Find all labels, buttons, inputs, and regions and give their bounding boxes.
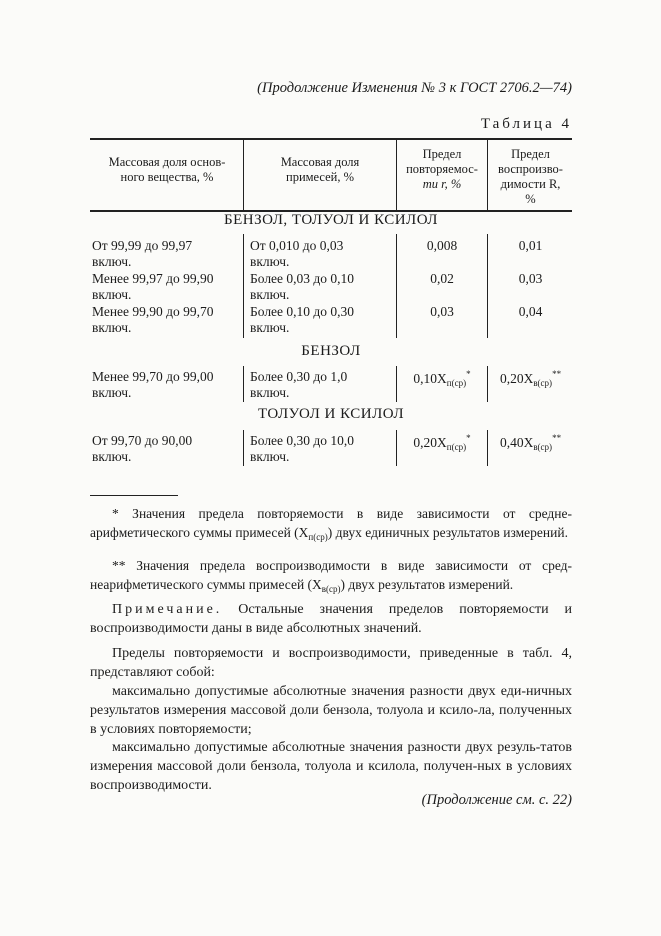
table-row: От 99,99 до 99,97 включ.	[92, 238, 193, 269]
body-paragraph: Пределы повторяемости и воспроизводимости, приведенные в табл. 4, представляют собой:	[90, 646, 572, 680]
table-cell: Более 0,30 до 10,0 включ.	[250, 433, 355, 464]
column-header-repeatability: Предел повторяемос- ти r, %	[406, 147, 478, 191]
body-divider	[396, 234, 397, 338]
table-cell: 0,01	[518, 238, 543, 253]
body-divider	[396, 430, 397, 466]
table-cell: 0,008	[426, 238, 458, 253]
table-cell: $0,20X_{п(ср)}^*$	[413, 433, 471, 452]
table-top-rule	[90, 138, 572, 140]
header-divider-2	[396, 139, 397, 210]
table-label: Таблица 4	[480, 116, 572, 132]
column-header-impurities: Массовая доля примесей, %	[280, 155, 360, 184]
table-cell: $0,20X_{в(ср)}^{**}$	[499, 369, 562, 388]
footnote-repeatability: * Значения предела повторяемости в виде зависимости от средне-арифметического суммы примесей $(X_{п(ср)})$ двух единичных результатов измерений.	[90, 506, 572, 542]
table-cell: 0,03	[518, 271, 543, 286]
header-divider-3	[487, 139, 488, 210]
table-row: От 99,70 до 90,00 включ.	[92, 433, 193, 464]
body-paragraph: максимально допустимые абсолютные значения разности двух резуль-татов измерения массовой доли бензола, толуола и ксилола, получен-ных в условиях воспроизводимости.	[90, 740, 572, 793]
table-cell: 0,03	[430, 304, 454, 319]
table-cell: Более 0,03 до 0,10 включ.	[250, 271, 355, 302]
table-row: Менее 99,70 до 99,00 включ.	[92, 369, 214, 400]
table-cell: От 0,010 до 0,03 включ.	[250, 238, 344, 269]
table-row: Менее 99,90 до 99,70 включ.	[92, 304, 214, 335]
section-title: БЕНЗОЛ	[301, 343, 361, 359]
body-divider	[396, 366, 397, 402]
table-cell: 0,02	[430, 271, 454, 286]
note-label: Примечание.	[112, 602, 223, 617]
table-cell: Более 0,10 до 0,30 включ.	[250, 304, 355, 335]
table-cell: 0,04	[518, 304, 543, 319]
continuation-header: (Продолжение Изменения № 3 к ГОСТ 2706.2—74)	[257, 80, 572, 96]
table-note: Примечание. Остальные значения пределов повторяемости и воспроизводимости даны в виде абсолютных значений.	[90, 602, 572, 636]
header-divider-1	[243, 139, 244, 210]
table-row: Менее 99,97 до 99,90 включ.	[92, 271, 214, 302]
body-paragraph: максимально допустимые абсолютные значения разности двух еди-ничных результатов измерения массовой доли бензола, толуола и ксило-ла, полученных в условиях повторяемости;	[90, 684, 572, 737]
body-divider	[487, 234, 488, 338]
body-divider	[243, 234, 244, 338]
body-divider	[243, 366, 244, 402]
body-divider	[243, 430, 244, 466]
column-header-reproducibility: Предел воспроизво- димости R, %	[498, 147, 563, 206]
table-cell: $0,40X_{в(ср)}^{**}$	[499, 433, 562, 452]
continuation-footer: (Продолжение см. с. 22)	[421, 792, 572, 808]
section-title: БЕНЗОЛ, ТОЛУОЛ И КСИЛОЛ	[224, 212, 438, 228]
table-cell: $0,10X_{п(ср)}^*$	[413, 369, 471, 388]
body-divider	[487, 430, 488, 466]
table-cell: Более 0,30 до 1,0 включ.	[250, 369, 348, 400]
footnote-rule	[90, 495, 178, 496]
footnote-reproducibility: ** Значения предела воспроизводимости в виде зависимости от сред-неарифметического суммы примесей $(X_{в(ср)})$ двух результатов измерений.	[90, 558, 572, 594]
body-divider	[487, 366, 488, 402]
column-header-main-substance: Массовая доля основ- ного вещества, %	[108, 155, 226, 184]
section-title: ТОЛУОЛ И КСИЛОЛ	[257, 406, 405, 422]
